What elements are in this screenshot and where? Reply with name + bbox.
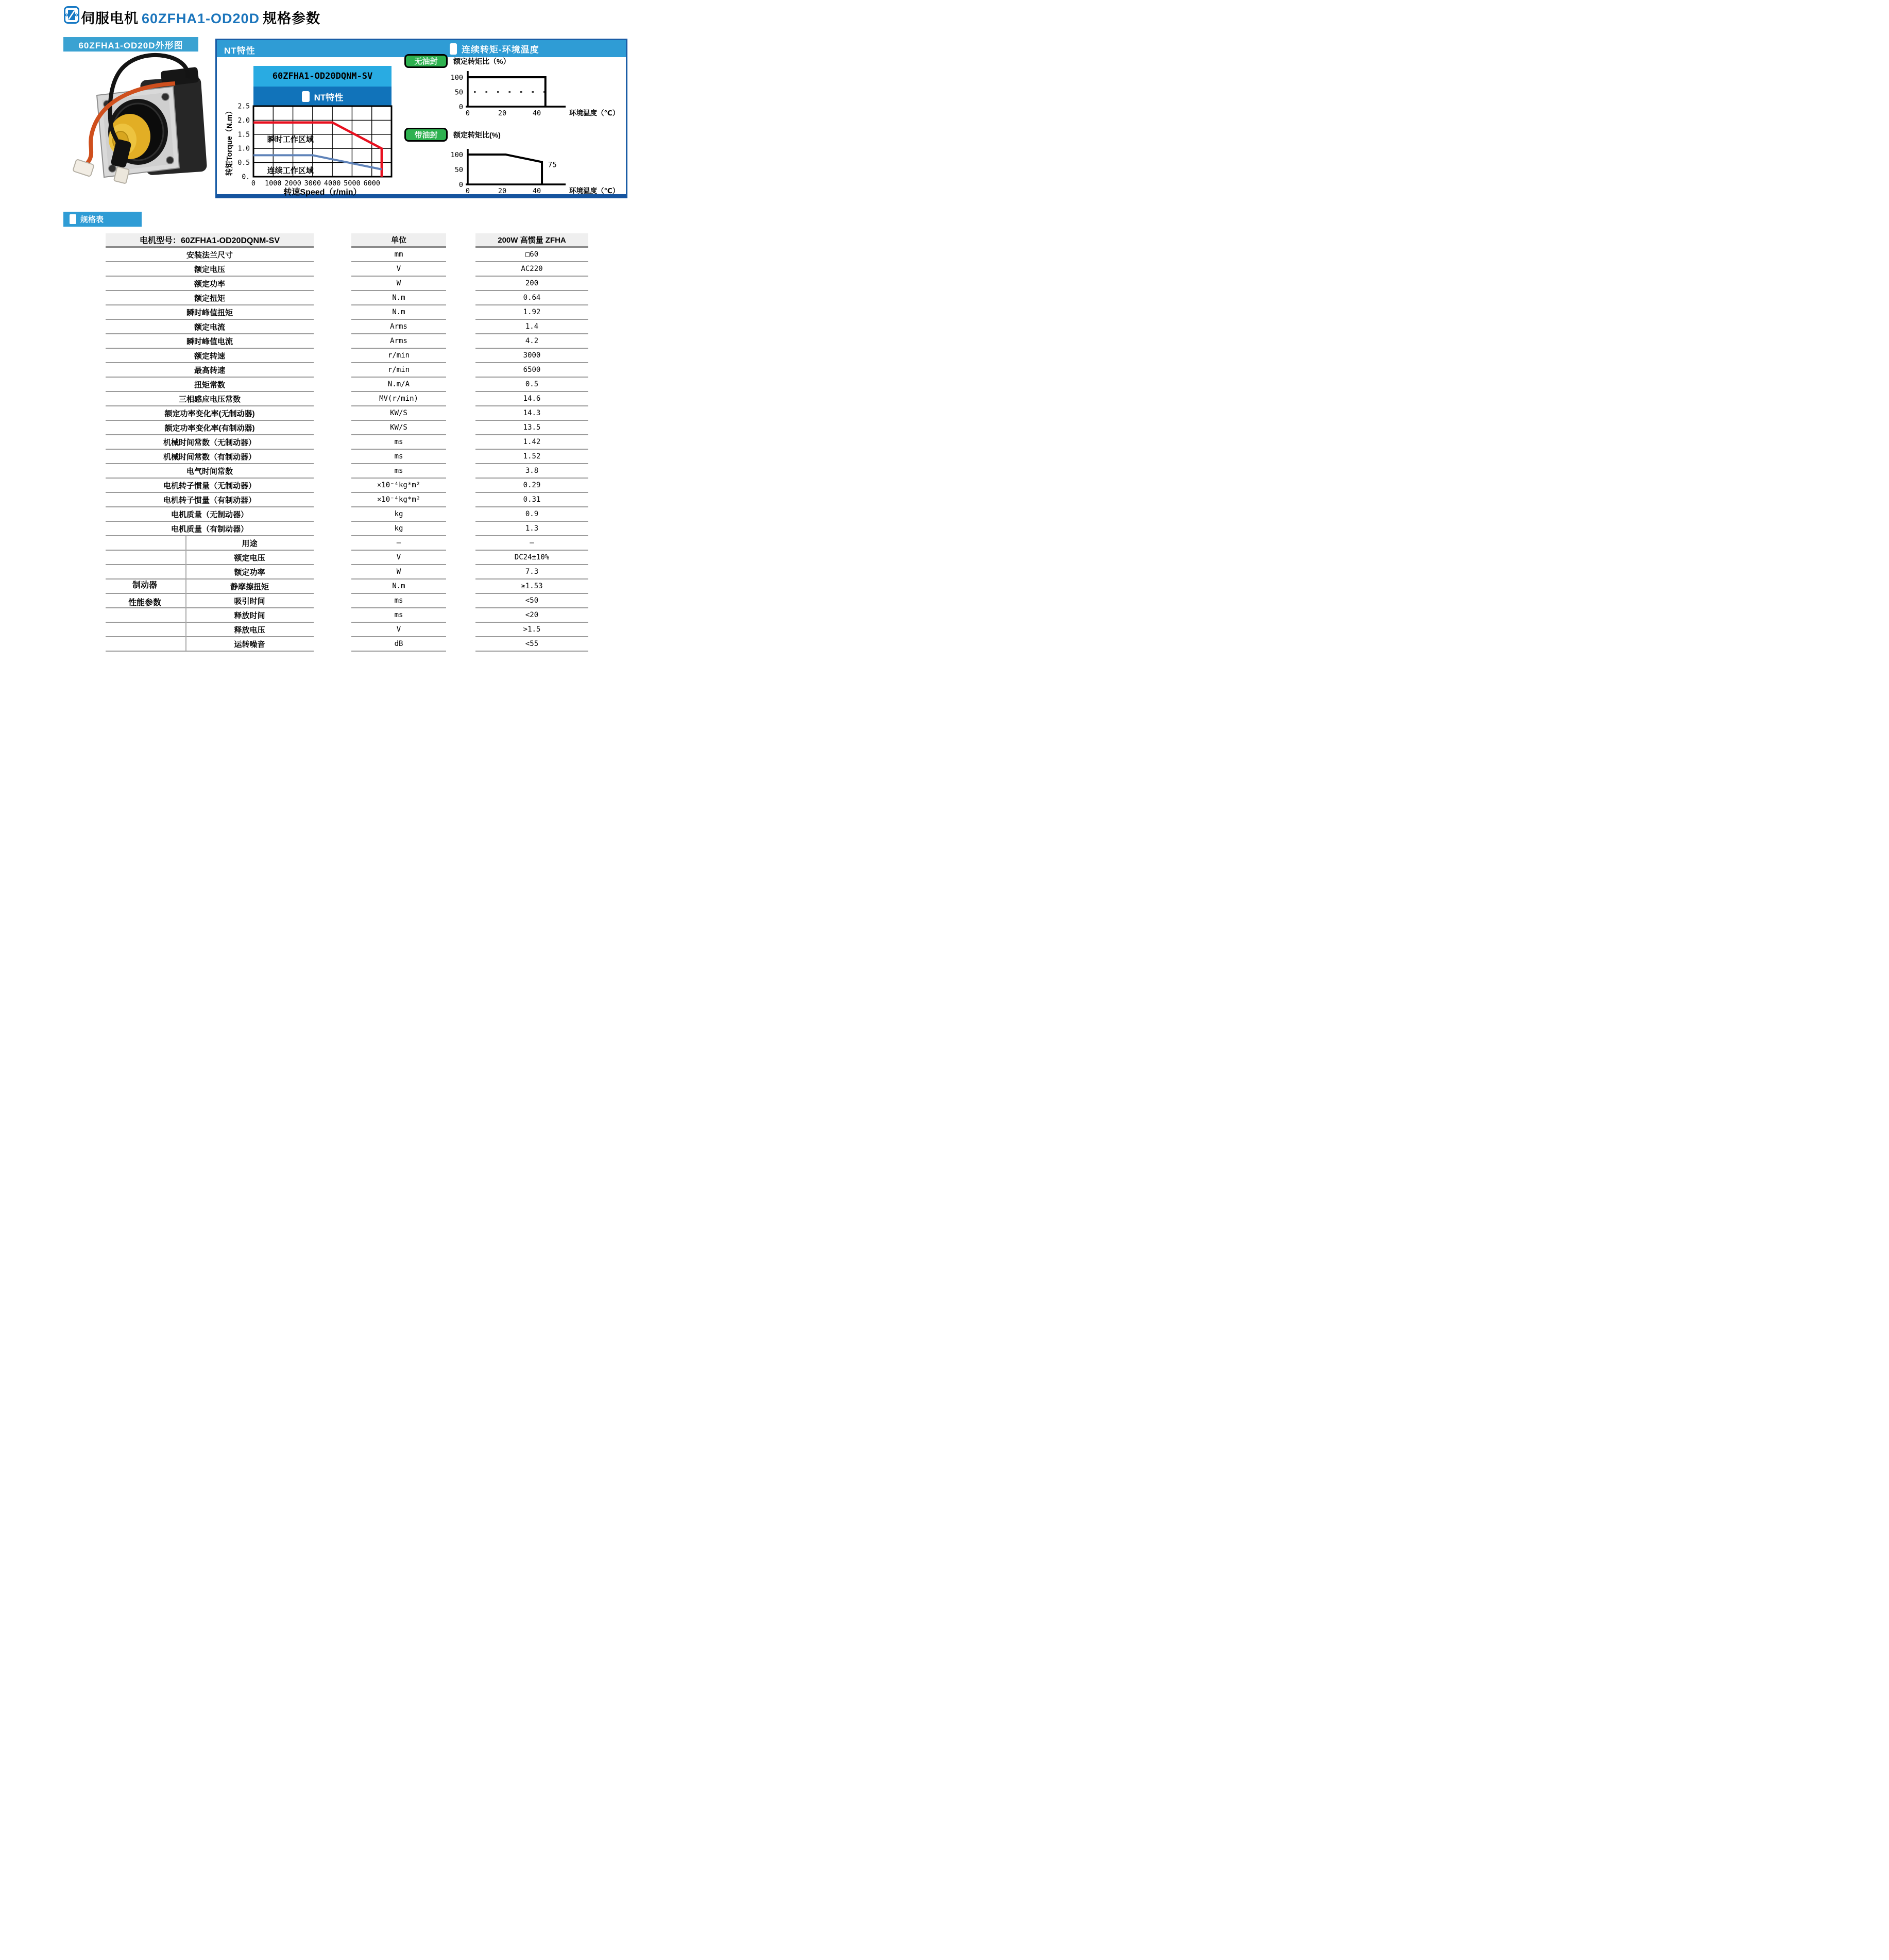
spec-row-unit: W [351, 277, 446, 291]
column-header-series: 200W 高惯量 ZFHA [475, 233, 588, 248]
spec-row-value: 3.8 [475, 464, 588, 479]
spec-row-unit: V [351, 262, 446, 277]
spec-row-name: 额定扭矩 [106, 291, 314, 305]
spec-table-value-column [475, 233, 588, 652]
spec-row-unit: ms [351, 594, 446, 608]
page-title-suffix: 规格参数 [263, 11, 321, 26]
spec-row-name: 吸引时间 [106, 594, 314, 608]
svg-text:6000: 6000 [363, 179, 380, 188]
nt-torque-speed-chart [222, 103, 401, 201]
svg-text:75: 75 [548, 161, 557, 169]
svg-text:0: 0 [465, 187, 470, 195]
spec-row-value: 14.6 [475, 392, 588, 406]
svg-text:2000: 2000 [284, 179, 301, 188]
spec-row-name: 扭矩常数 [106, 378, 314, 392]
svg-text:0.: 0. [242, 173, 250, 181]
spec-row-unit: kg [351, 507, 446, 522]
svg-text:连续工作区域: 连续工作区域 [267, 166, 314, 175]
spec-row-value: <55 [475, 637, 588, 652]
spec-row-value: >1.5 [475, 623, 588, 637]
spec-row-name: 电机质量（有制动器） [106, 522, 314, 536]
svg-text:1.0: 1.0 [237, 145, 250, 153]
spec-row-unit: N.m/A [351, 378, 446, 392]
spec-row-unit: V [351, 623, 446, 637]
no-oil-seal-derating-chart [443, 67, 624, 120]
spec-row-value: 200 [475, 277, 588, 291]
spec-row-value: 6500 [475, 363, 588, 378]
nt-header-title: NT特性 [224, 46, 256, 56]
spec-row-value: <20 [475, 608, 588, 623]
svg-text:20: 20 [498, 109, 507, 117]
svg-text:0: 0 [251, 179, 256, 188]
spec-row-name: 用途 [106, 536, 314, 551]
brake-group-divider [185, 536, 186, 651]
spec-row-unit: W [351, 565, 446, 580]
svg-text:0.5: 0.5 [237, 159, 250, 167]
spec-row-value: DC24±10% [475, 551, 588, 565]
spec-row-name: 额定功率变化率(无制动器) [106, 406, 314, 421]
spec-row-name: 额定功率 [106, 565, 314, 580]
spec-row-value: 0.9 [475, 507, 588, 522]
spec-row-unit: ms [351, 435, 446, 450]
spec-row-value: 0.31 [475, 493, 588, 507]
nt-chart-model-title: 60ZFHA1-OD20DQNM-SV [253, 66, 392, 87]
spec-row-name: 释放时间 [106, 608, 314, 623]
svg-text:100: 100 [450, 151, 463, 159]
spec-row-unit: MV(r/min) [351, 392, 446, 406]
spec-row-unit: — [351, 536, 446, 551]
spec-row-value: 1.3 [475, 522, 588, 536]
spec-row-name: 电气时间常数 [106, 464, 314, 479]
brake-group-label-line2: 性能参数 [128, 599, 161, 607]
spec-sheet-page [0, 0, 629, 653]
page-title-model: 60ZFHA1-OD20D [142, 11, 260, 26]
svg-text:2.5: 2.5 [237, 103, 250, 111]
square-bullet-icon [70, 214, 76, 224]
spec-row-value: 3000 [475, 349, 588, 363]
oil-seal-ylabel: 额定转矩比(%) [453, 131, 501, 139]
spec-row-name: 静摩擦扭矩 [106, 580, 314, 594]
spec-row-unit: ×10⁻⁴kg*m² [351, 479, 446, 493]
spec-row-value: 1.52 [475, 450, 588, 464]
svg-text:2.0: 2.0 [237, 116, 250, 125]
spec-table-unit-column [351, 233, 446, 652]
spec-table-section-label: 规格表 [80, 215, 104, 224]
spec-row-name: 瞬时峰值电流 [106, 334, 314, 349]
spec-row-value: 1.92 [475, 305, 588, 320]
spec-row-unit: V [351, 551, 446, 565]
brake-group-label-line1: 制动器 [132, 581, 157, 590]
spec-row-unit: KW/S [351, 421, 446, 435]
svg-text:0: 0 [458, 103, 463, 111]
spec-row-unit: N.m [351, 580, 446, 594]
brake-group-label [106, 577, 184, 612]
spec-row-value: 4.2 [475, 334, 588, 349]
spec-row-unit: N.m [351, 305, 446, 320]
spec-row-name: 额定电压 [106, 262, 314, 277]
svg-text:1.5: 1.5 [237, 131, 250, 139]
motor-photo [66, 52, 216, 197]
svg-text:40: 40 [532, 109, 541, 117]
spec-row-name: 瞬时峰值扭矩 [106, 305, 314, 320]
svg-text:瞬时工作区域: 瞬时工作区域 [267, 135, 314, 144]
nt-header-right-title: 连续转矩-环境温度 [462, 45, 539, 55]
spec-row-name: 电机转子惯量（无制动器） [106, 479, 314, 493]
svg-text:4000: 4000 [324, 179, 341, 188]
spec-row-unit: dB [351, 637, 446, 652]
spec-row-name: 最高转速 [106, 363, 314, 378]
square-bullet-icon [302, 91, 310, 102]
spec-row-unit: Arms [351, 320, 446, 334]
spec-row-name: 额定功率变化率(有制动器) [106, 421, 314, 435]
nt-chart-subtitle-text: NT特性 [314, 92, 344, 103]
spec-row-value: 0.64 [475, 291, 588, 305]
spec-row-name: 额定电压 [106, 551, 314, 565]
page-title [81, 7, 320, 27]
spec-row-unit: KW/S [351, 406, 446, 421]
spec-row-unit: ×10⁻⁴kg*m² [351, 493, 446, 507]
spec-row-unit: r/min [351, 349, 446, 363]
svg-text:50: 50 [454, 88, 463, 97]
oil-seal-derating-chart [443, 143, 624, 196]
spec-row-value: <50 [475, 594, 588, 608]
spec-row-value: 0.5 [475, 378, 588, 392]
spec-row-value: — [475, 536, 588, 551]
spec-row-unit: kg [351, 522, 446, 536]
svg-text:5000: 5000 [344, 179, 361, 188]
page-title-prefix: 伺服电机 [81, 11, 139, 26]
spec-row-unit: Arms [351, 334, 446, 349]
spec-row-name: 额定电流 [106, 320, 314, 334]
no-oil-seal-badge: 无油封 [404, 54, 448, 68]
svg-text:环境温度（℃）: 环境温度（℃） [569, 109, 620, 117]
svg-text:转矩Torque（N.m）: 转矩Torque（N.m） [226, 107, 234, 176]
spec-row-name: 额定转速 [106, 349, 314, 363]
spec-row-value: □60 [475, 248, 588, 262]
spec-row-unit: ms [351, 608, 446, 623]
spec-row-name: 电机转子惯量（有制动器） [106, 493, 314, 507]
svg-text:100: 100 [450, 74, 463, 82]
svg-text:50: 50 [454, 166, 463, 174]
svg-text:环境温度（℃）: 环境温度（℃） [569, 187, 620, 195]
spec-row-value: AC220 [475, 262, 588, 277]
spec-table-section-banner [63, 212, 142, 227]
spec-row-unit: N.m [351, 291, 446, 305]
spec-row-name: 三相感应电压常数 [106, 392, 314, 406]
spec-row-unit: ms [351, 450, 446, 464]
motor-icon [64, 6, 79, 24]
spec-row-value: 1.42 [475, 435, 588, 450]
photo-panel-header: 60ZFHA1-OD20D外形图 [63, 37, 198, 52]
spec-row-name: 电机质量（无制动器） [106, 507, 314, 522]
spec-row-unit: r/min [351, 363, 446, 378]
svg-text:40: 40 [532, 187, 541, 195]
spec-row-name: 机械时间常数（无制动器） [106, 435, 314, 450]
spec-row-value: 0.29 [475, 479, 588, 493]
spec-row-value: 14.3 [475, 406, 588, 421]
spec-row-unit: mm [351, 248, 446, 262]
square-bullet-icon [450, 43, 457, 55]
no-oil-seal-ylabel: 额定转矩比（%） [453, 57, 510, 65]
spec-row-value: 13.5 [475, 421, 588, 435]
servo-motor-illustration [66, 52, 216, 197]
spec-row-value: 1.4 [475, 320, 588, 334]
spec-row-unit: ms [351, 464, 446, 479]
spec-row-name: 额定功率 [106, 277, 314, 291]
oil-seal-badge: 带油封 [404, 128, 448, 142]
svg-text:0: 0 [465, 109, 470, 117]
spec-row-value: ≥1.53 [475, 580, 588, 594]
spec-row-name: 安装法兰尺寸 [106, 248, 314, 262]
spec-row-name: 释放电压 [106, 623, 314, 637]
spec-row-name: 机械时间常数（有制动器） [106, 450, 314, 464]
svg-text:20: 20 [498, 187, 507, 195]
svg-text:1000: 1000 [265, 179, 282, 188]
svg-text:0: 0 [458, 181, 463, 189]
spec-row-value: 7.3 [475, 565, 588, 580]
column-header-model: 电机型号：60ZFHA1-OD20DQNM-SV [106, 233, 314, 248]
svg-text:3000: 3000 [304, 179, 321, 188]
svg-text:转速Speed（r/min）: 转速Speed（r/min） [283, 188, 362, 197]
column-header-unit: 单位 [351, 233, 446, 248]
spec-row-name: 运转噪音 [106, 637, 314, 652]
